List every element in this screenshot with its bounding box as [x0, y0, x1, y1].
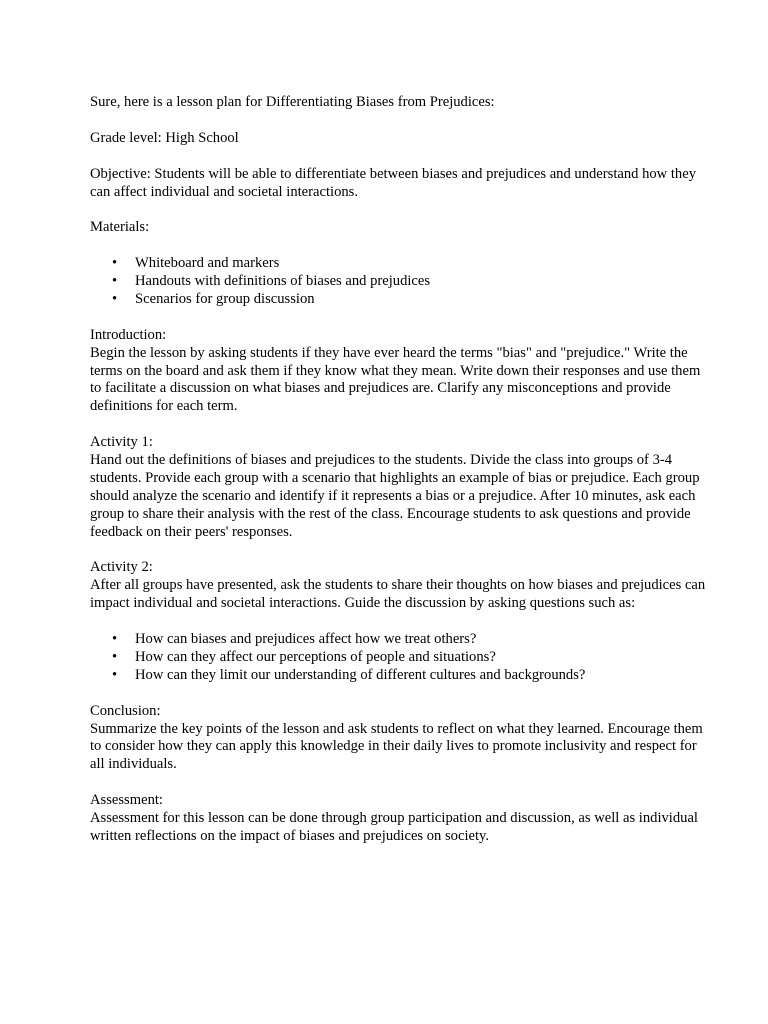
grade-level: Grade level: High School — [90, 129, 239, 146]
bullet-icon: • — [112, 648, 118, 665]
activity2-heading: Activity 2: — [90, 559, 153, 576]
document-page — [90, 94, 710, 864]
list-item-text: How can they affect our perceptions of people and situations? — [135, 648, 496, 665]
list-item-text: How can biases and prejudices affect how we treat others? — [135, 631, 477, 648]
conclusion-section — [90, 703, 710, 775]
bullet-icon: • — [112, 631, 118, 648]
bullet-icon: • — [112, 255, 118, 272]
list-item-text: Whiteboard and markers — [135, 255, 280, 272]
assessment-body: Assessment for this lesson can be done through group participation and discussion, as well as individual written reflections on the impact of biases and prejudices on society. — [90, 810, 698, 844]
activity2-section — [90, 559, 710, 613]
activity2-body: After all groups have presented, ask the students to share their thoughts on how biases and prejudices can impact individual and societal interactions. Guide the discussion by asking questions such as: — [90, 577, 706, 612]
materials-list — [90, 255, 710, 309]
list-item — [90, 667, 710, 685]
objective: Objective: Students will be able to differentiate between biases and prejudices and understand how they can affect individual and societal interactions. — [90, 165, 696, 200]
bullet-icon: • — [112, 666, 118, 683]
list-item-text: How can they limit our understanding of different cultures and backgrounds? — [135, 666, 586, 683]
list-item — [90, 631, 710, 649]
activity1-body: Hand out the definitions of biases and prejudices to the students. Divide the class into groups of 3-4 students. Provide each group with a scenario that highlights an example of bias or prejudice. Each group should analyze the scenario and identify if it represents a bias or a prejudice. After 10 minutes, ask each group to share their analysis with the rest of the class. Encourage students to ask questions and provide feedback on their peers' responses. — [90, 452, 700, 540]
conclusion-heading: Conclusion: — [90, 702, 161, 719]
bullet-icon: • — [112, 273, 118, 289]
list-item — [90, 273, 710, 291]
materials-heading: Materials: — [90, 219, 150, 236]
list-item — [90, 255, 710, 273]
conclusion-body: Summarize the key points of the lesson and ask students to reflect on what they learned. Encourage them to consider how they can apply this knowledge in their daily lives to promote inclusivity and respect for all individuals. — [90, 720, 703, 773]
introduction-body: Begin the lesson by asking students if they have ever heard the terms "bias" and "prejudice." Write the terms on the board and ask them if they know what they mean. Write down their responses and use them to facilitate a discussion on what biases and prejudices are. Clarify any misconceptions and provide definitions for each term. — [90, 344, 701, 415]
list-item-text: Handouts with definitions of biases and prejudices — [135, 273, 431, 289]
list-item — [90, 291, 710, 309]
bullet-icon: • — [112, 290, 118, 307]
materials-section — [90, 219, 710, 309]
assessment-section — [90, 792, 710, 846]
introduction-section — [90, 327, 710, 417]
introduction-heading: Introduction: — [90, 326, 167, 343]
intro-line: Sure, here is a lesson plan for Differentiating Biases from Prejudices: — [90, 94, 495, 110]
assessment-heading: Assessment: — [90, 792, 163, 809]
activity2-questions-list — [90, 631, 710, 685]
activity1-heading: Activity 1: — [90, 434, 153, 451]
list-item — [90, 649, 710, 667]
list-item-text: Scenarios for group discussion — [135, 290, 315, 307]
activity1-section — [90, 434, 710, 541]
